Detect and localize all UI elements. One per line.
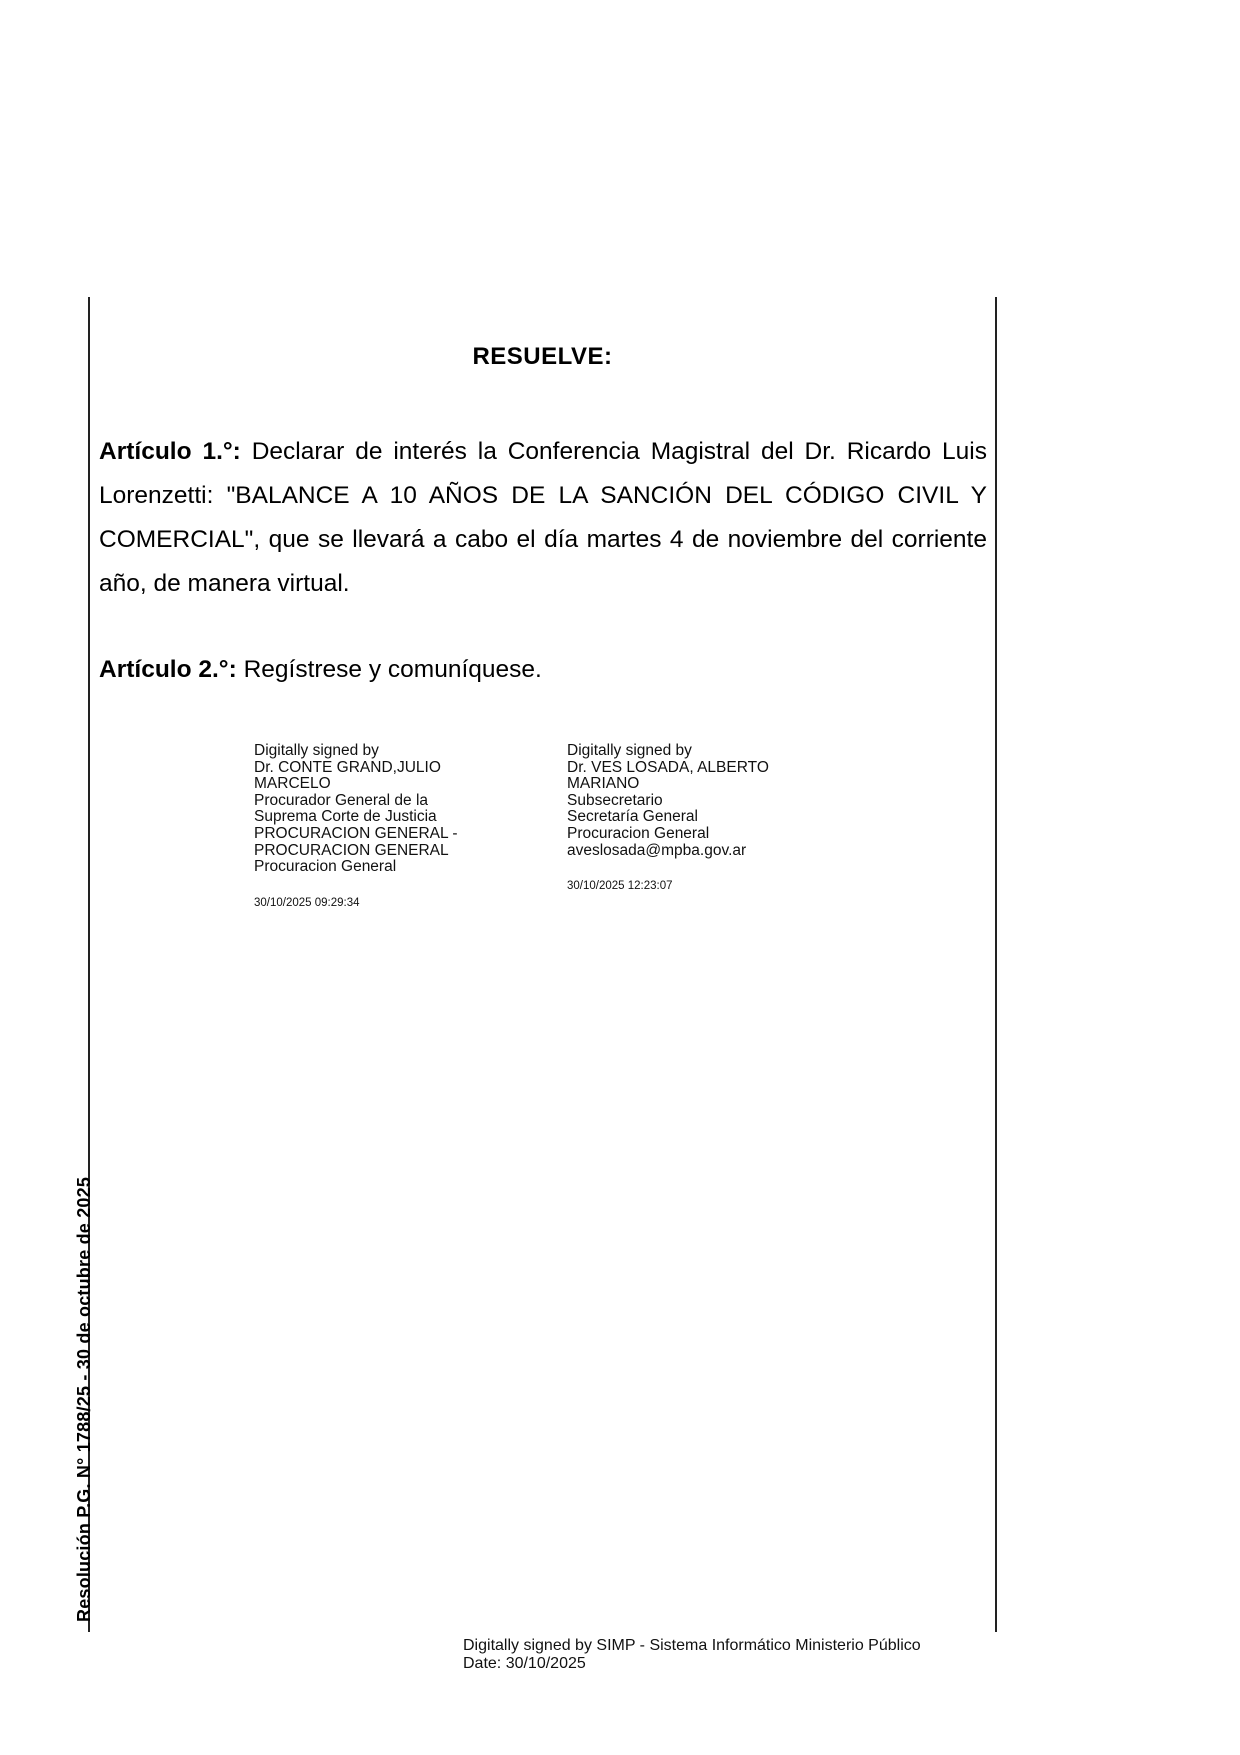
signature-line: Procuracion General (254, 858, 397, 876)
footer-signed-by: Digitally signed by SIMP - Sistema Informático Ministerio Público (463, 1637, 921, 1654)
right-margin-rule (995, 297, 997, 1632)
digital-signature-2 (567, 743, 867, 895)
article-1-text: Declarar de interés la Conferencia Magistral del Dr. Ricardo Luis Lorenzetti: "BALANCE A 10 AÑOS DE LA SANCIÓN DEL CÓDIGO CIVIL Y COMERCIAL", que se llevará a cabo el día martes 4 de noviembre del corriente año, de manera virtual. (99, 438, 987, 597)
signature-date: 30/10/2025 12:23:07 (567, 880, 673, 893)
signature-line: MARCELO (254, 775, 331, 793)
signature-line: Dr. CONTE GRAND,JULIO (254, 758, 441, 776)
footer-digital-signature (463, 1637, 921, 1673)
signature-line: Digitally signed by (254, 742, 379, 759)
signature-date: 30/10/2025 09:29:34 (254, 896, 360, 909)
signature-line: Subsecretario (567, 791, 663, 809)
signature-line: MARIANO (567, 775, 640, 793)
signature-line: Suprema Corte de Justicia (254, 808, 437, 826)
resolution-heading: RESUELVE: (472, 343, 613, 370)
signature-line: PROCURACION GENERAL (254, 841, 449, 859)
signature-line: PROCURACION GENERAL - (254, 824, 458, 842)
signature-line: aveslosada@mpba.gov.ar (567, 841, 747, 859)
article-1-label: Artículo 1.°: (99, 438, 241, 465)
signature-line: Secretaría General (567, 808, 698, 826)
signature-line: Dr. VES LOSADA, ALBERTO (567, 758, 769, 776)
article-2-label: Artículo 2.°: (99, 656, 237, 683)
article-2 (99, 648, 987, 692)
article-2-text: Regístrese y comuníquese. (236, 656, 542, 683)
signature-line: Procurador General de la (254, 791, 429, 809)
signature-line: Digitally signed by (567, 742, 692, 759)
digital-signature-1 (254, 743, 554, 911)
signature-line: Procuracion General (567, 824, 710, 842)
article-1 (99, 430, 987, 606)
resolution-side-caption: Resolución P.G. N° 1788/25 - 30 de octubre de 2025 (74, 1176, 94, 1622)
footer-date: Date: 30/10/2025 (463, 1655, 586, 1672)
